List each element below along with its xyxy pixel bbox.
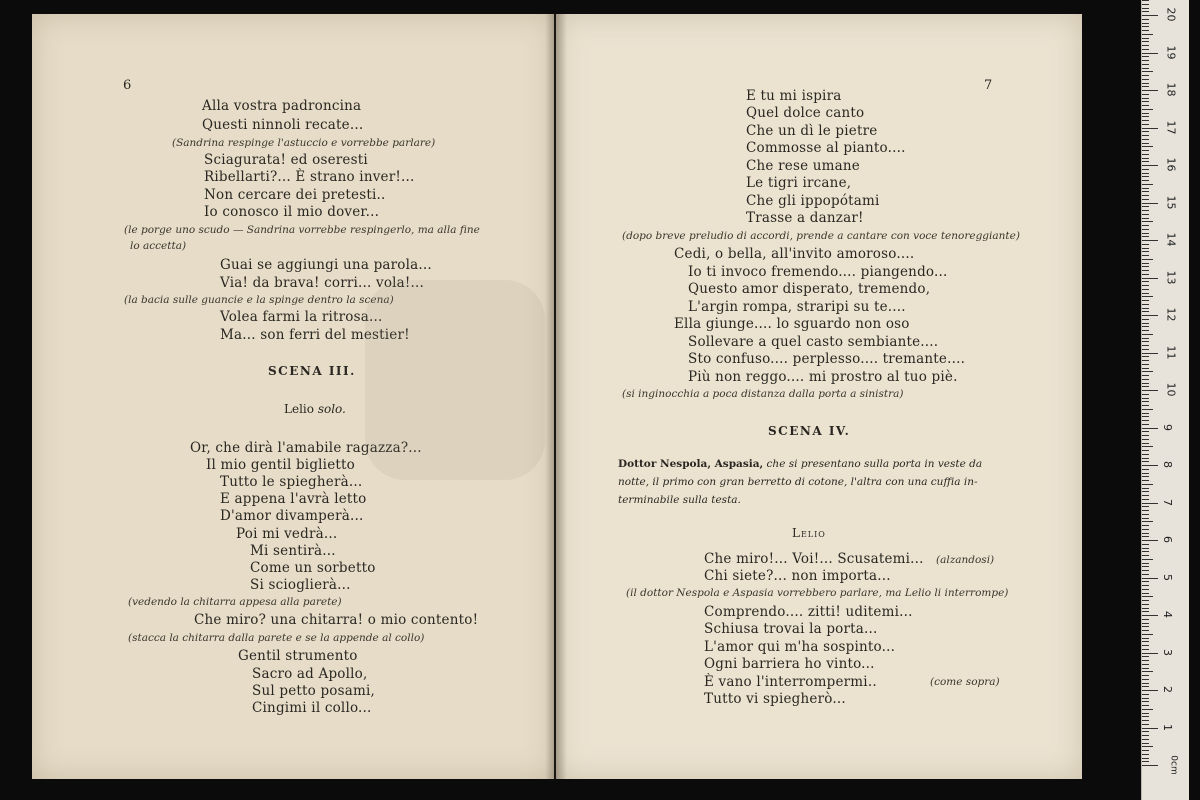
ruler-tick bbox=[1142, 266, 1149, 267]
ruler-tick bbox=[1142, 169, 1149, 170]
ruler-tick bbox=[1142, 626, 1149, 627]
ruler-tick bbox=[1142, 229, 1149, 230]
ruler-tick bbox=[1142, 491, 1149, 492]
ruler-tick bbox=[1142, 236, 1149, 237]
ruler-tick bbox=[1142, 503, 1158, 504]
ruler-tick bbox=[1142, 60, 1149, 61]
ruler-tick bbox=[1142, 90, 1158, 91]
verse-line: Comprendo.... zitti! uditemi... bbox=[704, 604, 913, 620]
ruler-tick bbox=[1142, 221, 1153, 222]
ruler-tick bbox=[1142, 244, 1149, 245]
right-page bbox=[556, 14, 1082, 779]
ruler-tick bbox=[1142, 285, 1149, 286]
verse-line: Chi siete?... non importa... bbox=[704, 568, 891, 584]
ruler-tick bbox=[1142, 555, 1149, 556]
ruler-tick bbox=[1142, 146, 1153, 147]
ruler-tick bbox=[1142, 686, 1149, 687]
ruler-tick bbox=[1142, 248, 1149, 249]
ruler-tick bbox=[1142, 694, 1149, 695]
ruler-tick bbox=[1142, 746, 1153, 747]
ruler-tick bbox=[1142, 506, 1149, 507]
ruler-tick bbox=[1142, 480, 1149, 481]
ruler-tick bbox=[1142, 353, 1158, 354]
ruler-tick bbox=[1142, 758, 1149, 759]
verse-line: E tu mi ispira bbox=[746, 88, 842, 104]
ruler-tick bbox=[1142, 165, 1158, 166]
stage-direction: (si inginocchia a poca distanza dalla porta a sinistra) bbox=[622, 388, 904, 400]
ruler-tick bbox=[1142, 649, 1149, 650]
verse-line: Si scioglierà... bbox=[250, 577, 351, 593]
ruler-tick bbox=[1142, 330, 1149, 331]
ruler-tick bbox=[1142, 113, 1149, 114]
ruler-number: 7 bbox=[1161, 498, 1174, 506]
ruler-tick bbox=[1142, 611, 1149, 612]
ruler-tick bbox=[1142, 401, 1149, 402]
ruler-tick bbox=[1142, 386, 1149, 387]
stage-direction: (dopo breve preludio di accordi, prende a cantare con voce tenoreggiante) bbox=[622, 230, 1020, 242]
verse-line: Questo amor disperato, tremendo, bbox=[688, 281, 931, 297]
ruler-tick bbox=[1142, 11, 1149, 12]
ruler-tick bbox=[1142, 638, 1149, 639]
ruler-tick bbox=[1142, 754, 1149, 755]
ruler-tick bbox=[1142, 263, 1149, 264]
ruler-tick bbox=[1142, 83, 1149, 84]
ruler-tick bbox=[1142, 551, 1149, 552]
ruler-tick bbox=[1142, 518, 1149, 519]
ruler-tick bbox=[1142, 416, 1149, 417]
ruler-tick bbox=[1142, 206, 1149, 207]
ruler-number: 14 bbox=[1164, 232, 1178, 247]
ruler-tick bbox=[1142, 435, 1149, 436]
ruler-tick bbox=[1142, 105, 1149, 106]
ruler-tick bbox=[1142, 281, 1149, 282]
verse-line: Volea farmi la ritrosa... bbox=[220, 309, 383, 325]
ruler-tick bbox=[1142, 98, 1149, 99]
ruler-tick bbox=[1142, 675, 1149, 676]
ruler-tick bbox=[1142, 278, 1158, 279]
ruler-tick bbox=[1142, 375, 1149, 376]
ruler-tick bbox=[1142, 356, 1149, 357]
verse-line: Sto confuso.... perplesso.... tremante.... bbox=[688, 351, 966, 367]
museum-watermark bbox=[365, 280, 545, 480]
ruler-number: 16 bbox=[1164, 157, 1178, 172]
ruler-tick bbox=[1142, 713, 1149, 714]
ruler-tick bbox=[1142, 761, 1149, 762]
verse-line: Ella giunge.... lo sguardo non oso bbox=[674, 316, 910, 332]
ruler-tick bbox=[1142, 49, 1149, 50]
ruler-tick bbox=[1142, 293, 1149, 294]
ruler-tick bbox=[1142, 443, 1149, 444]
ruler-tick bbox=[1142, 158, 1149, 159]
ruler-tick bbox=[1142, 750, 1149, 751]
measuring-ruler bbox=[1141, 0, 1189, 800]
ruler-tick bbox=[1142, 349, 1149, 350]
cast-list: notte, il primo con gran berretto di cotone, l'altra con una cuffia in- bbox=[618, 476, 978, 488]
ruler-tick bbox=[1142, 563, 1149, 564]
ruler-tick bbox=[1142, 499, 1149, 500]
ruler-number: 12 bbox=[1164, 307, 1178, 322]
ruler-number: 10 bbox=[1164, 382, 1178, 397]
verse-line: Sacro ad Apollo, bbox=[252, 666, 368, 682]
verse-line: Sul petto posami, bbox=[252, 683, 376, 699]
verse-line: Gentil strumento bbox=[238, 648, 358, 664]
ruler-tick bbox=[1142, 0, 1149, 1]
ruler-tick bbox=[1142, 439, 1149, 440]
ruler-number: 17 bbox=[1164, 120, 1178, 134]
ruler-tick bbox=[1142, 203, 1158, 204]
ruler-tick bbox=[1142, 390, 1158, 391]
verse-line: Che un dì le pietre bbox=[746, 123, 878, 139]
stage-direction: (la bacia sulle guancie e la spinge dentro la scena) bbox=[124, 294, 394, 306]
ruler-tick bbox=[1142, 495, 1149, 496]
ruler-tick bbox=[1142, 23, 1149, 24]
ruler-tick bbox=[1142, 323, 1149, 324]
verse-line: Io conosco il mio dover... bbox=[204, 204, 380, 220]
ruler-tick bbox=[1142, 465, 1158, 466]
ruler-tick bbox=[1142, 461, 1149, 462]
ruler-tick bbox=[1142, 548, 1149, 549]
ruler-number: 8 bbox=[1161, 461, 1174, 468]
ruler-tick bbox=[1142, 604, 1149, 605]
ruler-tick bbox=[1142, 473, 1149, 474]
ruler-tick bbox=[1142, 259, 1153, 260]
ruler-tick bbox=[1142, 668, 1149, 669]
ruler-tick bbox=[1142, 720, 1149, 721]
ruler-tick bbox=[1142, 53, 1158, 54]
verse-line: Mi sentirà... bbox=[250, 543, 336, 559]
verse-line: È vano l'interrompermi.. bbox=[704, 674, 877, 690]
ruler-tick bbox=[1142, 19, 1149, 20]
ruler-tick bbox=[1142, 191, 1149, 192]
ruler-tick bbox=[1142, 341, 1149, 342]
ruler-tick bbox=[1142, 289, 1149, 290]
ruler-number: 18 bbox=[1164, 82, 1178, 97]
ruler-unit-label: 0cm bbox=[1168, 755, 1179, 775]
ruler-tick bbox=[1142, 116, 1149, 117]
ruler-tick bbox=[1142, 544, 1149, 545]
ruler-tick bbox=[1142, 139, 1149, 140]
ruler-tick bbox=[1142, 131, 1149, 132]
ruler-number: 20 bbox=[1164, 7, 1178, 22]
ruler-tick bbox=[1142, 690, 1158, 691]
ruler-tick bbox=[1142, 593, 1149, 594]
stage-direction: lo accetta) bbox=[130, 240, 187, 252]
ruler-tick bbox=[1142, 296, 1153, 297]
stage-direction: (Sandrina respinge l'astuccio e vorrebbe parlare) bbox=[172, 137, 436, 149]
verse-line: Tutto vi spiegherò... bbox=[704, 691, 846, 707]
ruler-tick bbox=[1142, 735, 1149, 736]
ruler-tick bbox=[1142, 484, 1153, 485]
stage-direction: (come sopra) bbox=[930, 676, 1000, 688]
ruler-number: 3 bbox=[1161, 648, 1174, 656]
ruler-tick bbox=[1142, 656, 1149, 657]
ruler-number: 19 bbox=[1164, 45, 1178, 59]
verse-line: Tutto le spiegherà... bbox=[220, 474, 363, 490]
ruler-tick bbox=[1142, 533, 1149, 534]
ruler-tick bbox=[1142, 398, 1149, 399]
ruler-tick bbox=[1142, 315, 1158, 316]
ruler-tick bbox=[1142, 619, 1149, 620]
ruler-tick bbox=[1142, 589, 1149, 590]
ruler-tick bbox=[1142, 585, 1149, 586]
ruler-number: 5 bbox=[1161, 573, 1174, 581]
ruler-tick bbox=[1142, 94, 1149, 95]
ruler-tick bbox=[1142, 705, 1149, 706]
ruler-tick bbox=[1142, 529, 1149, 530]
stage-direction: (le porge uno scudo — Sandrina vorrebbe respingerlo, ma alla fine bbox=[124, 224, 480, 236]
ruler-tick bbox=[1142, 270, 1149, 271]
ruler-tick bbox=[1142, 454, 1149, 455]
ruler-tick bbox=[1142, 300, 1149, 301]
ruler-tick bbox=[1142, 161, 1149, 162]
stage-direction: (vedendo la chitarra appesa alla parete) bbox=[128, 596, 342, 608]
ruler-tick bbox=[1142, 420, 1149, 421]
ruler-tick bbox=[1142, 15, 1158, 16]
verse-line: Come un sorbetto bbox=[250, 560, 376, 576]
ruler-tick bbox=[1142, 180, 1149, 181]
ruler-tick bbox=[1142, 188, 1149, 189]
ruler-tick bbox=[1142, 450, 1149, 451]
character-name: Lelio solo. bbox=[284, 402, 346, 416]
ruler-tick bbox=[1142, 559, 1153, 560]
ruler-tick bbox=[1142, 26, 1149, 27]
verse-line: Ribellarti?... È strano inver!... bbox=[204, 169, 415, 185]
ruler-tick bbox=[1142, 671, 1153, 672]
verse-line: Commosse al pianto.... bbox=[746, 140, 906, 156]
ruler-tick bbox=[1142, 135, 1149, 136]
ruler-tick bbox=[1142, 724, 1149, 725]
ruler-tick bbox=[1142, 210, 1149, 211]
ruler-tick bbox=[1142, 413, 1149, 414]
ruler-tick bbox=[1142, 653, 1158, 654]
ruler-tick bbox=[1142, 225, 1149, 226]
ruler-tick bbox=[1142, 101, 1149, 102]
ruler-tick bbox=[1142, 664, 1149, 665]
ruler-tick bbox=[1142, 765, 1158, 766]
ruler-tick bbox=[1142, 683, 1149, 684]
verse-line: Che miro? una chitarra! o mio contento! bbox=[194, 612, 479, 628]
cast-list: terminabile sulla testa. bbox=[618, 494, 741, 506]
verse-line: Il mio gentil biglietto bbox=[206, 457, 355, 473]
ruler-tick bbox=[1142, 405, 1149, 406]
verse-line: Schiusa trovai la porta... bbox=[704, 621, 878, 637]
ruler-tick bbox=[1142, 701, 1149, 702]
verse-line: Cingimi il collo... bbox=[252, 700, 372, 716]
ruler-tick bbox=[1142, 371, 1153, 372]
ruler-number: 1 bbox=[1161, 723, 1174, 731]
ruler-tick bbox=[1142, 218, 1149, 219]
verse-line: L'amor qui m'ha sospinto... bbox=[704, 639, 896, 655]
ruler-tick bbox=[1142, 660, 1149, 661]
ruler-tick bbox=[1142, 679, 1149, 680]
ruler-tick bbox=[1142, 150, 1149, 151]
ruler-tick bbox=[1142, 274, 1149, 275]
ruler-tick bbox=[1142, 645, 1149, 646]
ruler-tick bbox=[1142, 338, 1149, 339]
ruler-tick bbox=[1142, 570, 1149, 571]
ruler-number: 11 bbox=[1164, 345, 1178, 359]
verse-line: Ogni barriera ho vinto... bbox=[704, 656, 875, 672]
ruler-tick bbox=[1142, 510, 1149, 511]
scene-heading: SCENA III. bbox=[268, 364, 356, 378]
verse-line: Trasse a danzar! bbox=[746, 210, 864, 226]
ruler-tick bbox=[1142, 379, 1149, 380]
ruler-tick bbox=[1142, 233, 1149, 234]
ruler-tick bbox=[1142, 514, 1149, 515]
ruler-tick bbox=[1142, 68, 1149, 69]
verse-line: L'argin rompa, straripi su te.... bbox=[688, 299, 906, 315]
ruler-tick bbox=[1142, 728, 1158, 729]
stage-direction: (alzandosi) bbox=[936, 554, 995, 566]
book-gutter bbox=[545, 14, 567, 779]
ruler-number: 15 bbox=[1164, 195, 1178, 209]
verse-line: Sollevare a quel casto sembiante.... bbox=[688, 334, 939, 350]
ruler-tick bbox=[1142, 596, 1153, 597]
ruler-number: 13 bbox=[1164, 270, 1178, 284]
ruler-tick bbox=[1142, 326, 1149, 327]
ruler-tick bbox=[1142, 240, 1158, 241]
ruler-tick bbox=[1142, 424, 1149, 425]
ruler-tick bbox=[1142, 38, 1149, 39]
ruler-tick bbox=[1142, 716, 1149, 717]
scene-heading: SCENA IV. bbox=[768, 424, 851, 438]
ruler-tick bbox=[1142, 45, 1149, 46]
ruler-tick bbox=[1142, 311, 1149, 312]
ruler-tick bbox=[1142, 731, 1149, 732]
verse-line: Che rese umane bbox=[746, 158, 860, 174]
ruler-tick bbox=[1142, 304, 1149, 305]
stage-direction: (il dottor Nespola e Aspasia vorrebbero parlare, ma Lelio li interrompe) bbox=[626, 587, 1009, 599]
verse-line: Non cercare dei pretesti.. bbox=[204, 187, 386, 203]
ruler-tick bbox=[1142, 345, 1149, 346]
ruler-tick bbox=[1142, 574, 1149, 575]
cast-list: Dottor Nespola, Aspasia, che si presentano sulla porta in veste da bbox=[618, 458, 983, 470]
verse-line: Io ti invoco fremendo.... piangendo... bbox=[688, 264, 948, 280]
ruler-tick bbox=[1142, 581, 1149, 582]
ruler-tick bbox=[1142, 176, 1149, 177]
ruler-tick bbox=[1142, 566, 1149, 567]
ruler-tick bbox=[1142, 64, 1149, 65]
ruler-tick bbox=[1142, 120, 1149, 121]
ruler-tick bbox=[1142, 195, 1149, 196]
ruler-tick bbox=[1142, 319, 1149, 320]
ruler-tick bbox=[1142, 8, 1149, 9]
ruler-number: 6 bbox=[1161, 536, 1174, 543]
ruler-tick bbox=[1142, 128, 1158, 129]
verse-line: Questi ninnoli recate... bbox=[202, 117, 364, 133]
ruler-number: 2 bbox=[1161, 686, 1174, 693]
ruler-tick bbox=[1142, 79, 1149, 80]
ruler-tick bbox=[1142, 308, 1149, 309]
ruler-tick bbox=[1142, 41, 1149, 42]
ruler-tick bbox=[1142, 173, 1149, 174]
ruler-tick bbox=[1142, 409, 1153, 410]
ruler-tick bbox=[1142, 214, 1149, 215]
verse-line: Alla vostra padroncina bbox=[202, 98, 362, 114]
ruler-tick bbox=[1142, 154, 1149, 155]
ruler-tick bbox=[1142, 641, 1149, 642]
ruler-tick bbox=[1142, 446, 1153, 447]
verse-line: Che gli ippopótami bbox=[746, 193, 880, 209]
ruler-tick bbox=[1142, 255, 1149, 256]
ruler-tick bbox=[1142, 600, 1149, 601]
ruler-tick bbox=[1142, 709, 1153, 710]
ruler-tick bbox=[1142, 184, 1153, 185]
ruler-tick bbox=[1142, 739, 1149, 740]
ruler-tick bbox=[1142, 368, 1149, 369]
ruler-tick bbox=[1142, 476, 1149, 477]
page-number: 6 bbox=[123, 78, 132, 93]
ruler-tick bbox=[1142, 334, 1153, 335]
verse-line: Or, che dirà l'amabile ragazza?... bbox=[190, 440, 422, 456]
ruler-tick bbox=[1142, 698, 1149, 699]
ruler-tick bbox=[1142, 4, 1149, 5]
ruler-tick bbox=[1142, 75, 1149, 76]
verse-line: E appena l'avrà letto bbox=[220, 491, 367, 507]
ruler-tick bbox=[1142, 199, 1149, 200]
ruler-tick bbox=[1142, 458, 1149, 459]
stage-direction: (stacca la chitarra dalla parete e se la appende al collo) bbox=[128, 632, 425, 644]
ruler-tick bbox=[1142, 525, 1149, 526]
character-name: Lelio bbox=[792, 526, 826, 540]
ruler-tick bbox=[1142, 521, 1153, 522]
ruler-tick bbox=[1142, 360, 1149, 361]
ruler-tick bbox=[1142, 56, 1149, 57]
ruler-tick bbox=[1142, 394, 1149, 395]
ruler-tick bbox=[1142, 578, 1158, 579]
verse-line: Guai se aggiungi una parola... bbox=[220, 257, 432, 273]
ruler-tick bbox=[1142, 364, 1149, 365]
ruler-tick bbox=[1142, 608, 1149, 609]
ruler-tick bbox=[1142, 251, 1149, 252]
verse-line: Che miro!... Voi!... Scusatemi... bbox=[704, 551, 924, 567]
ruler-tick bbox=[1142, 743, 1149, 744]
ruler-tick bbox=[1142, 86, 1149, 87]
ruler-tick bbox=[1142, 124, 1149, 125]
verse-line: Via! da brava! corri... vola!... bbox=[220, 275, 425, 291]
ruler-tick bbox=[1142, 71, 1153, 72]
ruler-tick bbox=[1142, 488, 1149, 489]
verse-line: D'amor divamperà... bbox=[220, 508, 364, 524]
ruler-tick bbox=[1142, 431, 1149, 432]
verse-line: Sciagurata! ed oseresti bbox=[204, 152, 368, 168]
verse-line: Cedi, o bella, all'invito amoroso.... bbox=[674, 246, 915, 262]
ruler-number: 4 bbox=[1161, 611, 1174, 618]
ruler-tick bbox=[1142, 34, 1153, 35]
verse-line: Quel dolce canto bbox=[746, 105, 865, 121]
ruler-tick bbox=[1142, 536, 1149, 537]
verse-line: Le tigri ircane, bbox=[746, 175, 852, 191]
page-number: 7 bbox=[984, 78, 993, 93]
ruler-tick bbox=[1142, 383, 1149, 384]
verse-line: Più non reggo.... mi prostro al tuo piè. bbox=[688, 369, 958, 385]
ruler-tick bbox=[1142, 428, 1158, 429]
ruler-tick bbox=[1142, 623, 1149, 624]
verse-line: Ma... son ferri del mestier! bbox=[220, 327, 410, 343]
ruler-tick bbox=[1142, 615, 1158, 616]
ruler-tick bbox=[1142, 469, 1149, 470]
verse-line: Poi mi vedrà... bbox=[236, 526, 338, 542]
ruler-tick bbox=[1142, 109, 1153, 110]
ruler-tick bbox=[1142, 540, 1158, 541]
ruler-number: 9 bbox=[1161, 423, 1174, 431]
ruler-tick bbox=[1142, 30, 1149, 31]
ruler-tick bbox=[1142, 143, 1149, 144]
ruler-tick bbox=[1142, 630, 1149, 631]
ruler-tick bbox=[1142, 634, 1153, 635]
